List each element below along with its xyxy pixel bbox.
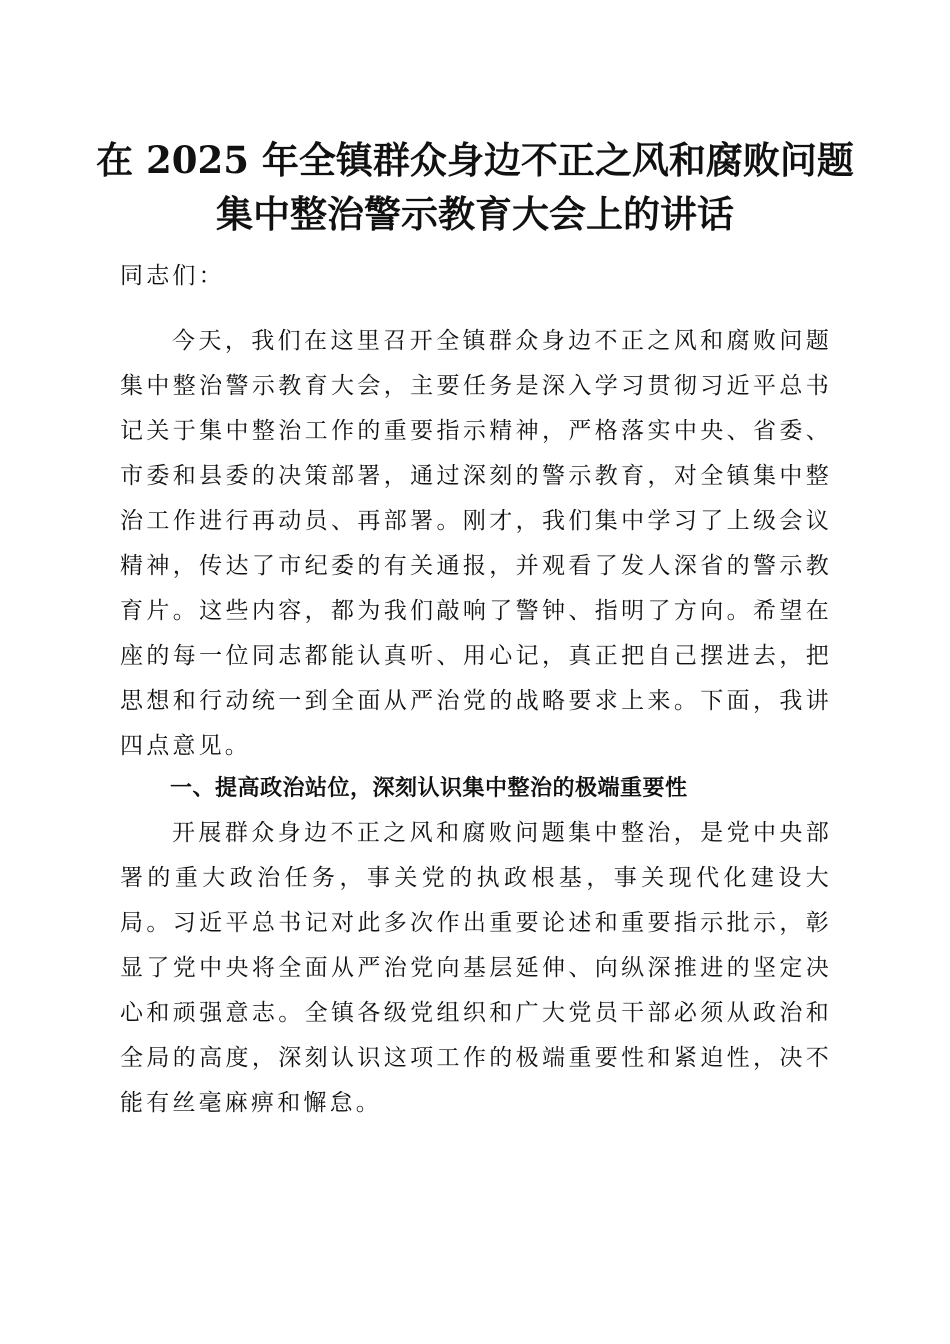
salutation: 同志们： — [120, 263, 225, 289]
paragraph-section-1: 开展群众身边不正之风和腐败问题集中整治，是党中央部署的重大政治任务，事关党的执政根基，事关现代化建设大局。习近平总书记对此多次作出重要论述和重要指示批示，彰显了党中央将全面从严治党向基层延伸、向纵深推进的坚定决心和顽强意志。全镇各级党组织和广大党员干部必须从政治和全局的高度，深刻认识这项工作的极端重要性和紧迫性，决不能有丝毫麻痹和懈怠。 — [120, 820, 832, 1116]
section-heading-1: 一、提高政治站位，深刻认识集中整治的极端重要性 — [170, 776, 688, 801]
paragraph-opening: 今天，我们在这里召开全镇群众身边不正之风和腐败问题集中整治警示教育大会，主要任务是深入学习贯彻习近平总书记关于集中整治工作的重要指示精神，严格落实中央、省委、市委和县委的决策部署，通过深刻的警示教育，对全镇集中整治工作进行再动员、再部署。刚才，我们集中学习了上级会议精神，传达了市纪委的有关通报，并观看了发人深省的警示教育片。这些内容，都为我们敲响了警钟、指明了方向。希望在座的每一位同志都能认真听、用心记，真正把自己摆进去，把思想和行动统一到全面从严治党的战略要求上来。下面，我讲四点意见。 — [120, 328, 832, 759]
document-title-line-1: 在 2025 年全镇群众身边不正之风和腐败问题 — [96, 138, 854, 182]
document-title-line-2: 集中整治警示教育大会上的讲话 — [216, 192, 734, 236]
